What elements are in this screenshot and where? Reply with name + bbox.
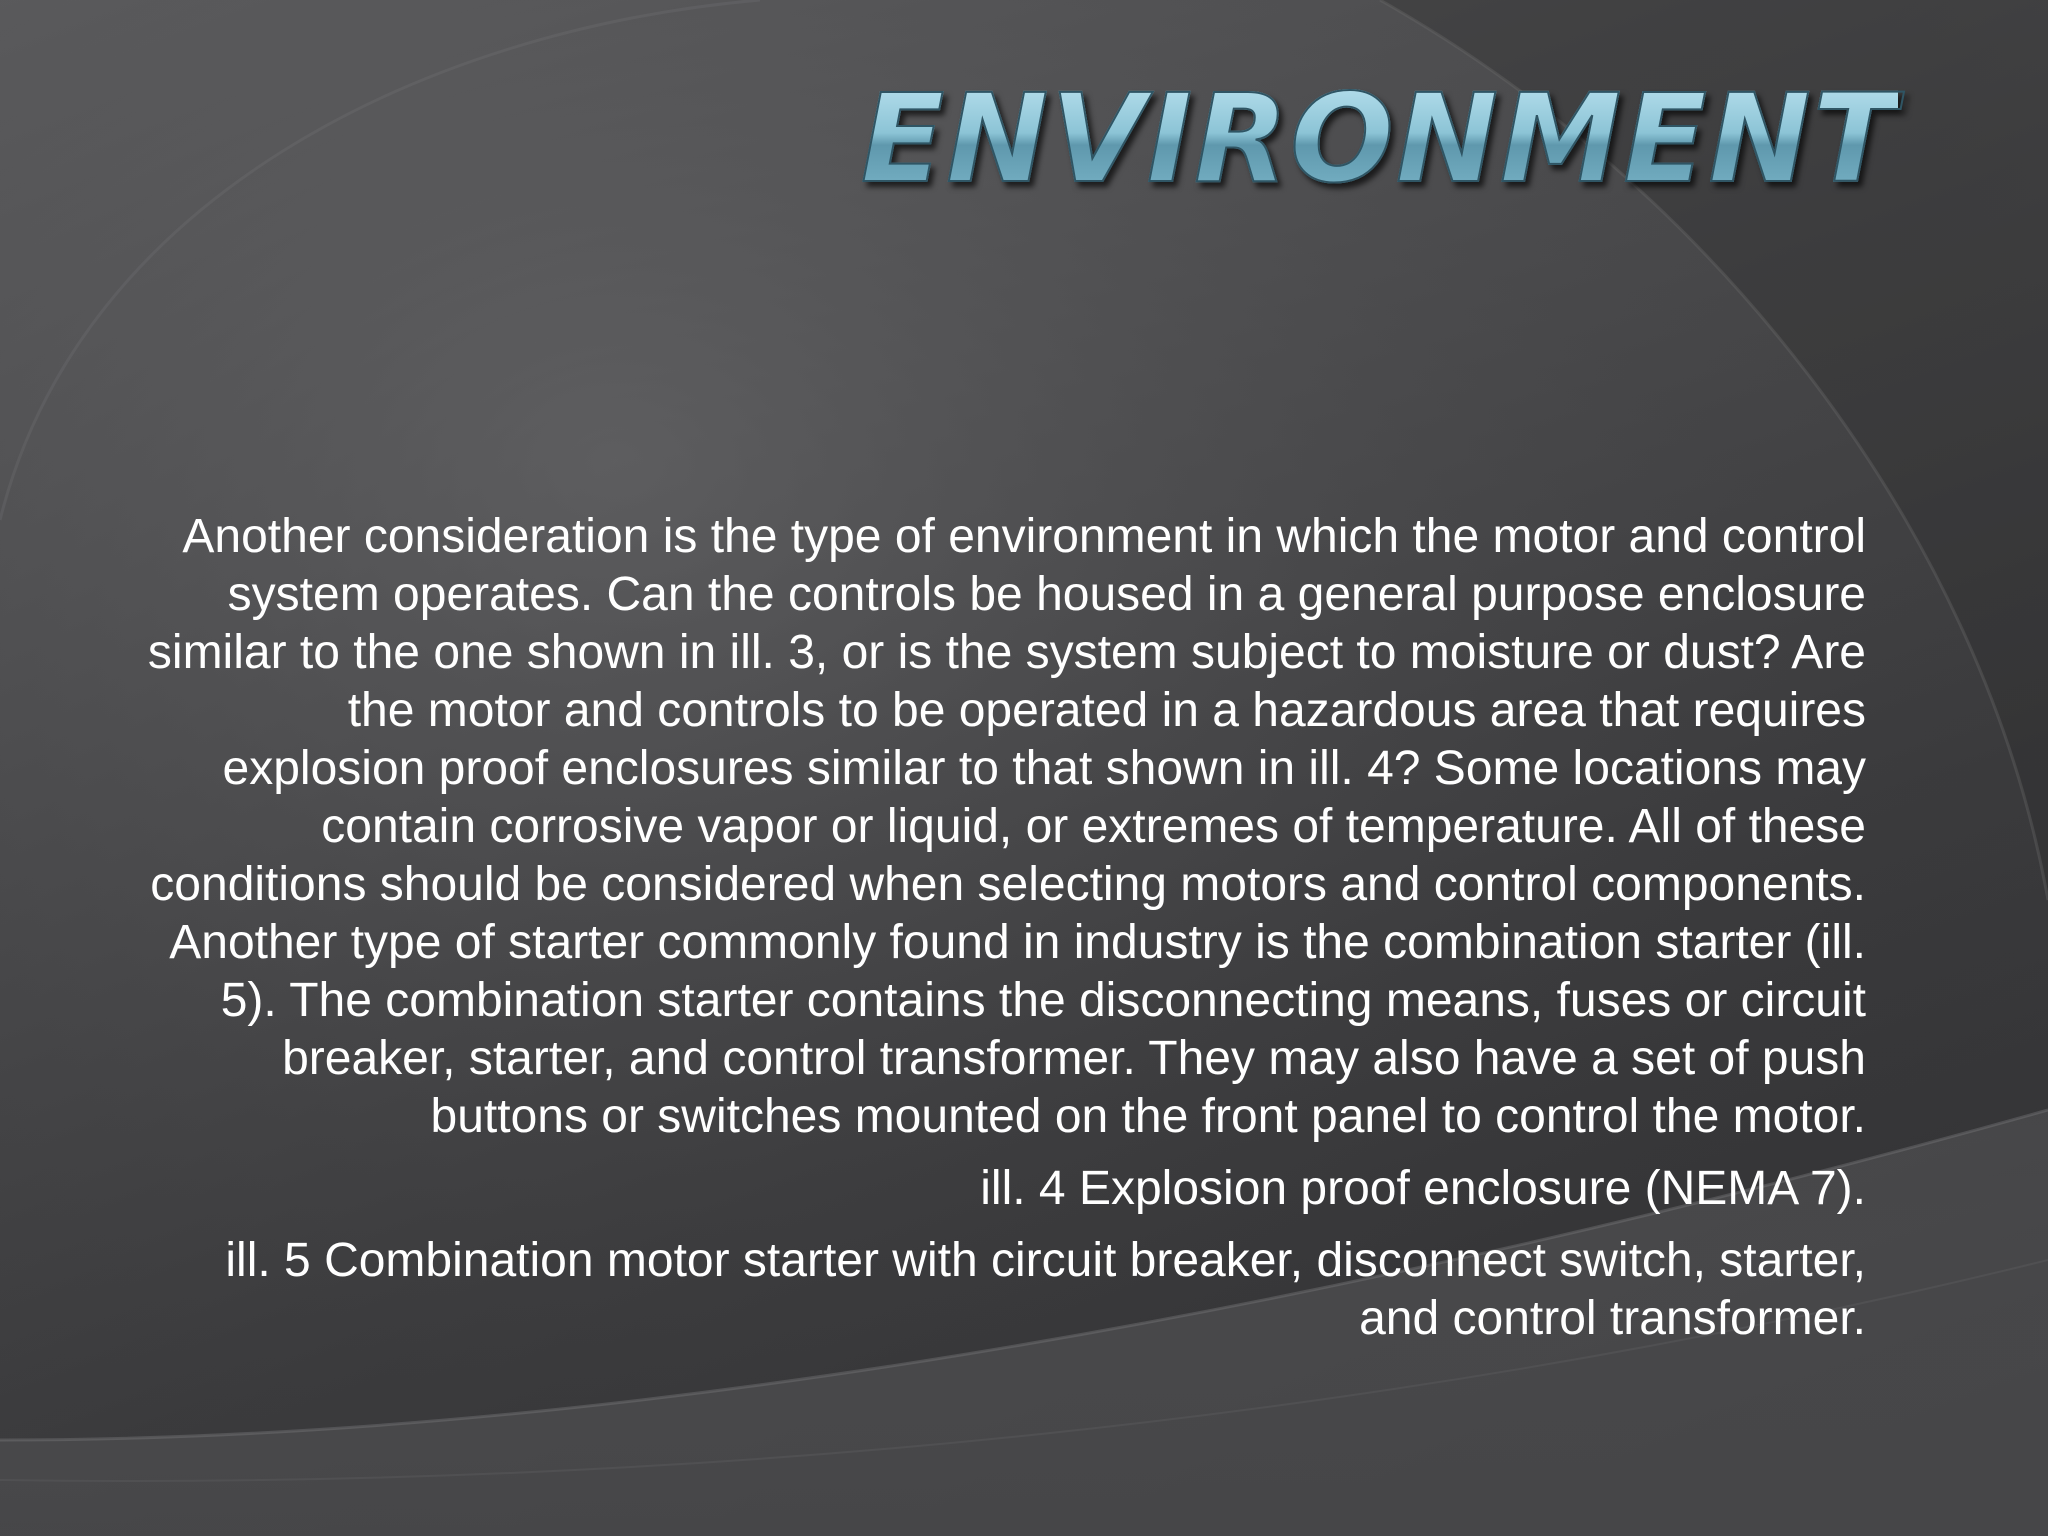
body-paragraph: Another consideration is the type of environment in which the motor and control system operates. Can the controls be housed in a general purpose enclosure similar to the one shown in ill. 3, or is the system subject to moisture or dust? Are the motor and controls to be operated in a hazardous area that requires explosion proof enclosures similar to that shown in ill. 4? Some locations may contain corrosive vapor or liquid, or extremes of temperature. All of these conditions should be considered when selecting motors and control components. Another type of starter commonly found in industry is the combination starter (ill. 5). The combination starter contains the disconnecting means, fuses or circuit breaker, starter, and control transformer. They may also have a set of push buttons or switches mounted on the front panel to control the motor. bbox=[147, 510, 1866, 1143]
slide-title: ENVIRONMENT bbox=[860, 68, 1898, 210]
caption-ill-4: ill. 4 Explosion proof enclosure (NEMA 7). bbox=[980, 1162, 1866, 1215]
caption-ill-5: ill. 5 Combination motor starter with circuit breaker, disconnect switch, starter, and control transformer. bbox=[225, 1234, 1866, 1345]
slide-body bbox=[140, 508, 1866, 1348]
